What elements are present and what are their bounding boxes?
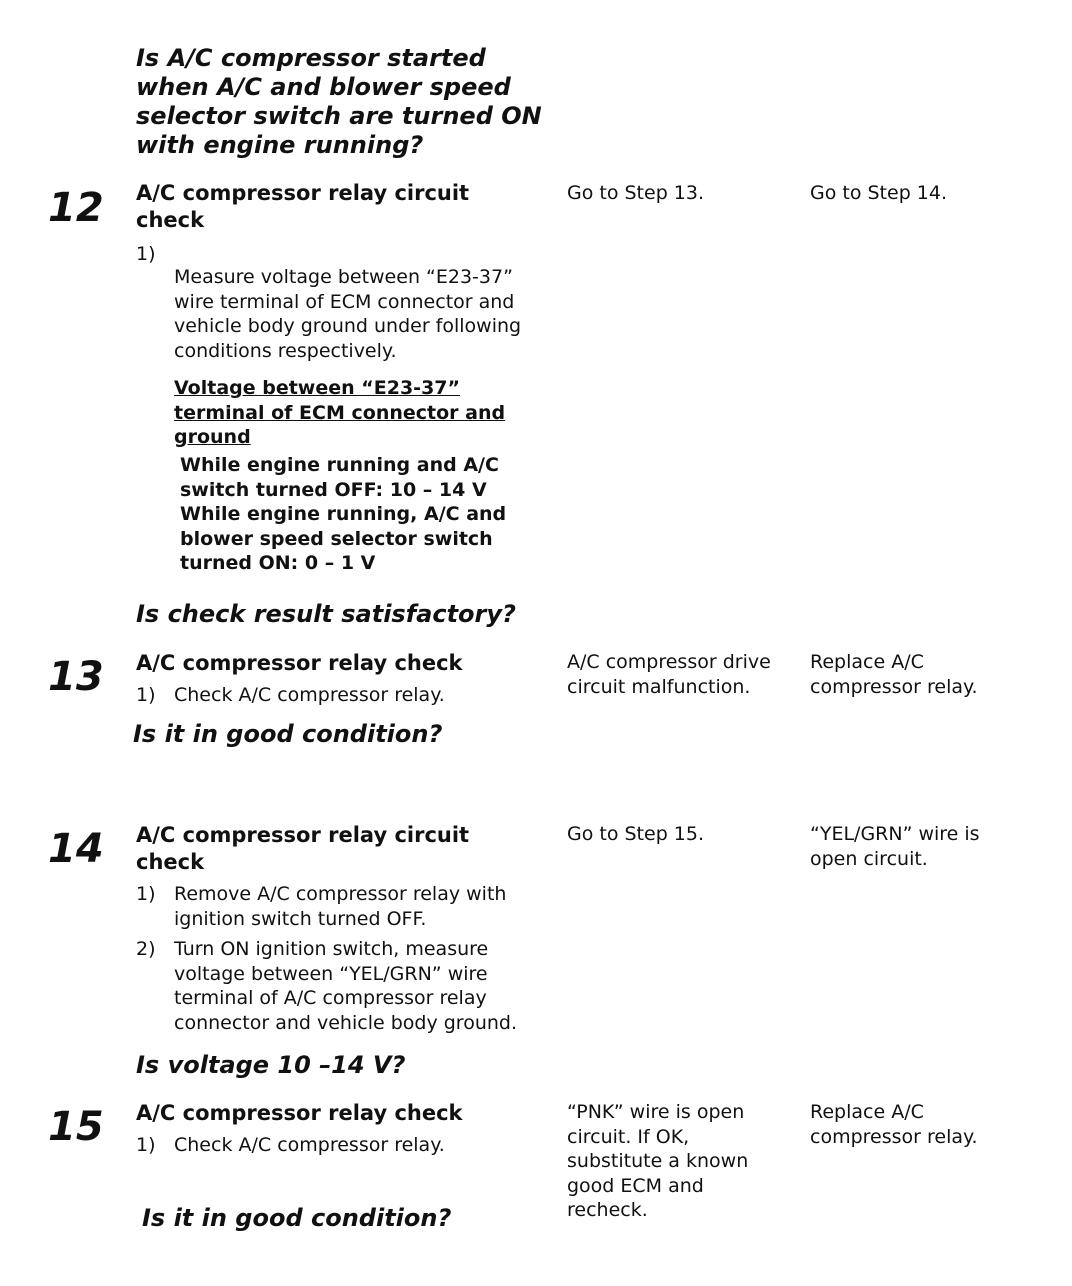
item-number: 1) [136,883,156,905]
step-question: Is voltage 10 –14 V? [136,1051,406,1079]
step-title: A/C compressor relay circuit check [136,181,470,232]
no-result: “YEL/GRN” wire is open circuit. [810,823,980,870]
item-text: Check A/C compressor relay. [174,684,445,706]
item-number: 1) [136,1134,156,1156]
item-text: Check A/C compressor relay. [174,1134,445,1156]
no-result: Replace A/C compressor relay. [810,1101,978,1148]
step-question: Is it in good condition? [133,720,443,748]
no-result: Replace A/C compressor relay. [810,651,978,698]
yes-result: Go to Step 13. [567,182,705,204]
step-number: 15 [48,1104,104,1150]
yes-result: Go to Step 15. [567,823,705,845]
yes-result: A/C compressor drive circuit malfunction. [567,651,771,698]
spec-line: While engine running, A/C and blower speed selector switch turned ON: 0 – 1 V [180,503,507,574]
step-number: 13 [48,654,104,700]
step-question: Is it in good condition? [142,1204,452,1232]
step-number: 12 [48,185,104,231]
no-result: Go to Step 14. [810,182,948,204]
item-number: 1) [136,243,156,265]
spec-line: While engine running and A/C switch turned OFF: 10 – 14 V [180,454,499,501]
yes-result: “PNK” wire is open circuit. If OK, substitute a known good ECM and recheck. [567,1101,749,1221]
step-number: 14 [48,826,104,872]
step-title: A/C compressor relay check [136,651,463,675]
step-question: Is check result satisfactory? [136,600,516,628]
item-text: Measure voltage between “E23-37” wire terminal of ECM connector and vehicle body ground under following conditions respectively. [174,266,522,362]
previous-step-question: Is A/C compressor started when A/C and blower speed selector switch are turned ON with engine running? [136,44,542,159]
step-title: A/C compressor relay check [136,1101,463,1125]
step-title: A/C compressor relay circuit check [136,823,470,874]
item-text: Remove A/C compressor relay with ignition switch turned OFF. [174,883,507,930]
spec-heading: Voltage between “E23-37” terminal of ECM connector and ground [174,377,506,448]
item-number: 2) [136,938,156,960]
item-number: 1) [136,684,156,706]
item-text: Turn ON ignition switch, measure voltage between “YEL/GRN” wire terminal of A/C compressor relay connector and vehicle body ground. [174,938,518,1034]
